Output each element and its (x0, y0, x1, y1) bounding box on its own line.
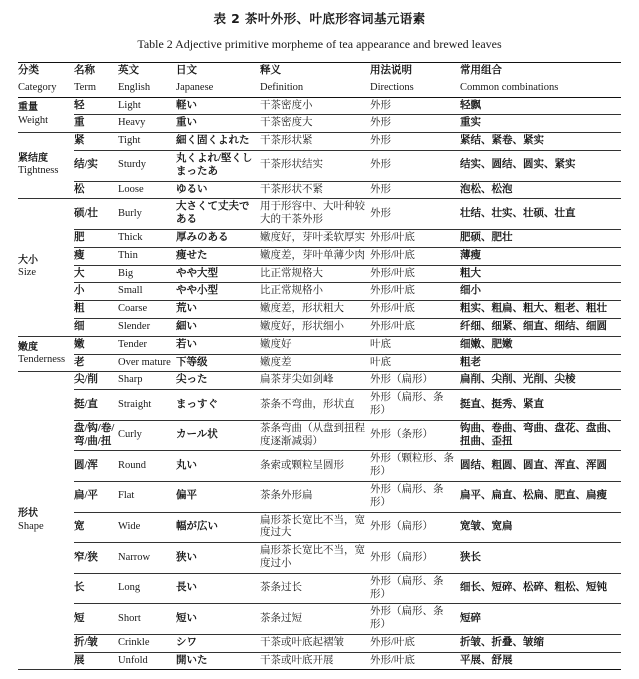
category-label-cn: 大小 (18, 255, 38, 267)
definition-cell: 比正常规格小 (260, 283, 370, 301)
combinations-cell: 紧结、紧卷、紧实 (460, 133, 621, 151)
definition-cell: 嫩度好，芽叶柔软厚实 (260, 229, 370, 247)
japanese-cell: 厚みのある (176, 229, 260, 247)
definition-cell: 嫩度差，芽叶单薄少肉 (260, 247, 370, 265)
combinations-cell: 钩曲、卷曲、弯曲、盘花、盘曲、扭曲、歪扭 (460, 420, 621, 451)
english-cell: Small (118, 283, 176, 301)
definition-cell: 嫩度好，形状细小 (260, 318, 370, 336)
combinations-cell: 细长、短碎、松碎、粗松、短钝 (460, 573, 621, 604)
category-label-en: Weight (18, 114, 49, 126)
definition-cell: 条索或颗粒呈圆形 (260, 451, 370, 482)
column-header-en-1: Term (74, 80, 118, 97)
term-cell: 小 (74, 283, 118, 301)
english-cell: Coarse (118, 301, 176, 319)
directions-cell: 外形/叶底 (370, 247, 460, 265)
directions-cell: 叶底 (370, 336, 460, 354)
table-row (18, 372, 621, 390)
english-cell: Tight (118, 133, 176, 151)
category-label-cn: 紧结度 (18, 153, 48, 165)
term-cell: 展 (74, 652, 118, 670)
term-cell: 紧 (74, 133, 118, 151)
english-cell: Burly (118, 199, 176, 230)
term-cell: 粗 (74, 301, 118, 319)
definition-cell: 茶条过短 (260, 604, 370, 635)
category-label-en: Shape (18, 520, 44, 532)
table-row (18, 481, 621, 512)
english-cell: Thin (118, 247, 176, 265)
directions-cell: 外形（颗粒形、条形） (370, 451, 460, 482)
column-header-en-6: Common combinations (460, 80, 621, 97)
definition-cell: 用于形容中、大叶种较大的干茶外形 (260, 199, 370, 230)
japanese-cell: 荒い (176, 301, 260, 319)
table-row (18, 318, 621, 336)
combinations-cell: 细小 (460, 283, 621, 301)
table-row (18, 265, 621, 283)
column-header-en-3: Japanese (176, 80, 260, 97)
japanese-cell: 大さくて丈夫である (176, 199, 260, 230)
combinations-cell: 短碎 (460, 604, 621, 635)
column-header-cn-2: 英文 (118, 63, 176, 80)
term-cell: 重 (74, 115, 118, 133)
term-cell: 肥 (74, 229, 118, 247)
directions-cell: 外形/叶底 (370, 265, 460, 283)
english-cell: Crinkle (118, 634, 176, 652)
category-cell (18, 336, 74, 372)
term-cell: 长 (74, 573, 118, 604)
category-label-cn: 形状 (18, 508, 38, 520)
directions-cell: 外形（扁形、条形） (370, 573, 460, 604)
definition-cell: 干茶或叶底开展 (260, 652, 370, 670)
table-row (18, 199, 621, 230)
directions-cell: 外形（条形） (370, 420, 460, 451)
directions-cell: 外形（扁形、条形） (370, 390, 460, 421)
combinations-cell: 重实 (460, 115, 621, 133)
table-row (18, 181, 621, 199)
japanese-cell: 短い (176, 604, 260, 635)
definition-cell: 嫩度好 (260, 336, 370, 354)
english-cell: Short (118, 604, 176, 635)
table-page (0, 9, 639, 679)
combinations-cell: 挺直、挺秀、紧直 (460, 390, 621, 421)
combinations-cell: 轻飘 (460, 97, 621, 115)
english-cell: Heavy (118, 115, 176, 133)
english-cell: Round (118, 451, 176, 482)
table-body (18, 63, 621, 670)
definition-cell: 干茶形状结实 (260, 150, 370, 181)
directions-cell: 外形/叶底 (370, 652, 460, 670)
term-cell: 轻 (74, 97, 118, 115)
definition-cell: 扁形茶长宽比不当，宽度过小 (260, 543, 370, 574)
definition-cell: 干茶密度小 (260, 97, 370, 115)
japanese-cell: ゆるい (176, 181, 260, 199)
english-cell: Unfold (118, 652, 176, 670)
combinations-cell: 壮结、壮实、壮硕、壮直 (460, 199, 621, 230)
english-cell: Sturdy (118, 150, 176, 181)
definition-cell: 干茶形状紧 (260, 133, 370, 151)
combinations-cell: 细嫩、肥嫩 (460, 336, 621, 354)
table-row (18, 115, 621, 133)
english-cell: Long (118, 573, 176, 604)
directions-cell: 外形 (370, 199, 460, 230)
english-cell: Wide (118, 512, 176, 543)
term-cell: 细 (74, 318, 118, 336)
term-cell: 嫩 (74, 336, 118, 354)
category-label-cn: 重量 (18, 102, 38, 114)
tea-adjective-morpheme-table (18, 62, 621, 670)
term-cell: 大 (74, 265, 118, 283)
combinations-cell: 粗大 (460, 265, 621, 283)
japanese-cell: 尖った (176, 372, 260, 390)
category-label-cn: 嫩度 (18, 341, 38, 353)
directions-cell: 外形（扁形） (370, 512, 460, 543)
term-cell: 松 (74, 181, 118, 199)
table-row (18, 420, 621, 451)
japanese-cell: カール状 (176, 420, 260, 451)
term-cell: 尖/削 (74, 372, 118, 390)
combinations-cell: 纤细、细紧、细直、细结、细圆 (460, 318, 621, 336)
japanese-cell: やや小型 (176, 283, 260, 301)
table-row (18, 573, 621, 604)
column-header-cn-0: 分类 (18, 63, 74, 80)
english-cell: Sharp (118, 372, 176, 390)
column-header-en-5: Directions (370, 80, 460, 97)
japanese-cell: まっすぐ (176, 390, 260, 421)
combinations-cell: 平展、舒展 (460, 652, 621, 670)
definition-cell: 嫩度差，形状粗大 (260, 301, 370, 319)
table-row (18, 133, 621, 151)
table-row (18, 247, 621, 265)
japanese-cell: 開いた (176, 652, 260, 670)
combinations-cell: 狭长 (460, 543, 621, 574)
japanese-cell: やや大型 (176, 265, 260, 283)
definition-cell: 干茶或叶底起褶皱 (260, 634, 370, 652)
table-row (18, 604, 621, 635)
combinations-cell: 扁平、扁直、松扁、肥直、扁瘦 (460, 481, 621, 512)
term-cell: 扁/平 (74, 481, 118, 512)
table-row (18, 283, 621, 301)
term-cell: 老 (74, 354, 118, 372)
combinations-cell: 泡松、松泡 (460, 181, 621, 199)
japanese-cell: 狭い (176, 543, 260, 574)
definition-cell: 嫩度差 (260, 354, 370, 372)
table-title-english: Table 2 Adjective primitive morpheme of tea appearance and brewed leaves (137, 37, 502, 51)
directions-cell: 外形 (370, 181, 460, 199)
english-cell: Straight (118, 390, 176, 421)
table-row (18, 451, 621, 482)
directions-cell: 外形/叶底 (370, 229, 460, 247)
column-header-cn-6: 常用组合 (460, 63, 621, 80)
japanese-cell: 長い (176, 573, 260, 604)
table-row (18, 229, 621, 247)
directions-cell: 外形（扁形、条形） (370, 604, 460, 635)
directions-cell: 外形 (370, 115, 460, 133)
column-header-en-0: Category (18, 80, 74, 97)
definition-cell: 比正常规格大 (260, 265, 370, 283)
category-cell (18, 372, 74, 670)
japanese-cell: 丸くよれ/堅くしまったあ (176, 150, 260, 181)
term-cell: 硕/壮 (74, 199, 118, 230)
english-cell: Over mature (118, 354, 176, 372)
english-cell: Flat (118, 481, 176, 512)
definition-cell: 扁茶芽尖如剑峰 (260, 372, 370, 390)
japanese-cell: シワ (176, 634, 260, 652)
term-cell: 瘦 (74, 247, 118, 265)
combinations-cell: 粗老 (460, 354, 621, 372)
combinations-cell: 结实、圆结、圆实、紧实 (460, 150, 621, 181)
table-row (18, 336, 621, 354)
directions-cell: 外形（扁形） (370, 372, 460, 390)
term-cell: 宽 (74, 512, 118, 543)
header-row-english (18, 80, 621, 97)
table-title-chinese: 表 2 茶叶外形、叶底形容词基元语素 (213, 11, 426, 26)
directions-cell: 外形（扁形） (370, 543, 460, 574)
table-row (18, 354, 621, 372)
combinations-cell: 扁削、尖削、光削、尖棱 (460, 372, 621, 390)
term-cell: 折/皱 (74, 634, 118, 652)
column-header-cn-1: 名称 (74, 63, 118, 80)
combinations-cell: 肥硕、肥壮 (460, 229, 621, 247)
table-row (18, 634, 621, 652)
term-cell: 圆/浑 (74, 451, 118, 482)
term-cell: 短 (74, 604, 118, 635)
directions-cell: 外形 (370, 150, 460, 181)
definition-cell: 茶条弯曲（从盘到扭程度逐渐减弱） (260, 420, 370, 451)
definition-cell: 扁形茶长宽比不当，宽度过大 (260, 512, 370, 543)
japanese-cell: 重い (176, 115, 260, 133)
directions-cell: 叶底 (370, 354, 460, 372)
table-row (18, 150, 621, 181)
definition-cell: 茶条过长 (260, 573, 370, 604)
header-row-chinese (18, 63, 621, 80)
category-cell (18, 133, 74, 199)
directions-cell: 外形/叶底 (370, 301, 460, 319)
term-cell: 盘/钩/卷/弯/曲/扭 (74, 420, 118, 451)
definition-cell: 干茶密度大 (260, 115, 370, 133)
combinations-cell: 折皱、折叠、皱缩 (460, 634, 621, 652)
english-cell: Narrow (118, 543, 176, 574)
term-cell: 挺/直 (74, 390, 118, 421)
table-row (18, 652, 621, 670)
japanese-cell: 丸い (176, 451, 260, 482)
category-cell (18, 199, 74, 336)
english-cell: Big (118, 265, 176, 283)
table-row (18, 512, 621, 543)
japanese-cell: 偏平 (176, 481, 260, 512)
english-cell: Tender (118, 336, 176, 354)
column-header-cn-5: 用法说明 (370, 63, 460, 80)
combinations-cell: 粗实、粗扁、粗大、粗老、粗壮 (460, 301, 621, 319)
combinations-cell: 薄瘦 (460, 247, 621, 265)
english-cell: Slender (118, 318, 176, 336)
japanese-cell: 幅が広い (176, 512, 260, 543)
category-label-en: Tightness (18, 165, 59, 177)
japanese-cell: 痩せた (176, 247, 260, 265)
table-row (18, 301, 621, 319)
term-cell: 窄/狭 (74, 543, 118, 574)
directions-cell: 外形 (370, 97, 460, 115)
english-cell: Curly (118, 420, 176, 451)
category-cell (18, 97, 74, 133)
japanese-cell: 軽い (176, 97, 260, 115)
directions-cell: 外形/叶底 (370, 634, 460, 652)
directions-cell: 外形/叶底 (370, 318, 460, 336)
category-label-en: Tenderness (18, 353, 66, 365)
japanese-cell: 細い (176, 318, 260, 336)
table-row (18, 543, 621, 574)
table-row (18, 97, 621, 115)
category-label-en: Size (18, 267, 37, 279)
japanese-cell: 若い (176, 336, 260, 354)
directions-cell: 外形/叶底 (370, 283, 460, 301)
english-cell: Loose (118, 181, 176, 199)
english-cell: Light (118, 97, 176, 115)
definition-cell: 茶条不弯曲，形状直 (260, 390, 370, 421)
combinations-cell: 圆结、粗圆、圆直、浑直、浑圆 (460, 451, 621, 482)
column-header-cn-4: 释义 (260, 63, 370, 80)
japanese-cell: 下等级 (176, 354, 260, 372)
japanese-cell: 細く固くよれた (176, 133, 260, 151)
definition-cell: 干茶形状不紧 (260, 181, 370, 199)
term-cell: 结/实 (74, 150, 118, 181)
column-header-en-4: Definition (260, 80, 370, 97)
table-row (18, 390, 621, 421)
english-cell: Thick (118, 229, 176, 247)
column-header-cn-3: 日文 (176, 63, 260, 80)
definition-cell: 茶条外形扁 (260, 481, 370, 512)
combinations-cell: 宽皱、宽扁 (460, 512, 621, 543)
directions-cell: 外形（扁形、条形） (370, 481, 460, 512)
directions-cell: 外形 (370, 133, 460, 151)
column-header-en-2: English (118, 80, 176, 97)
